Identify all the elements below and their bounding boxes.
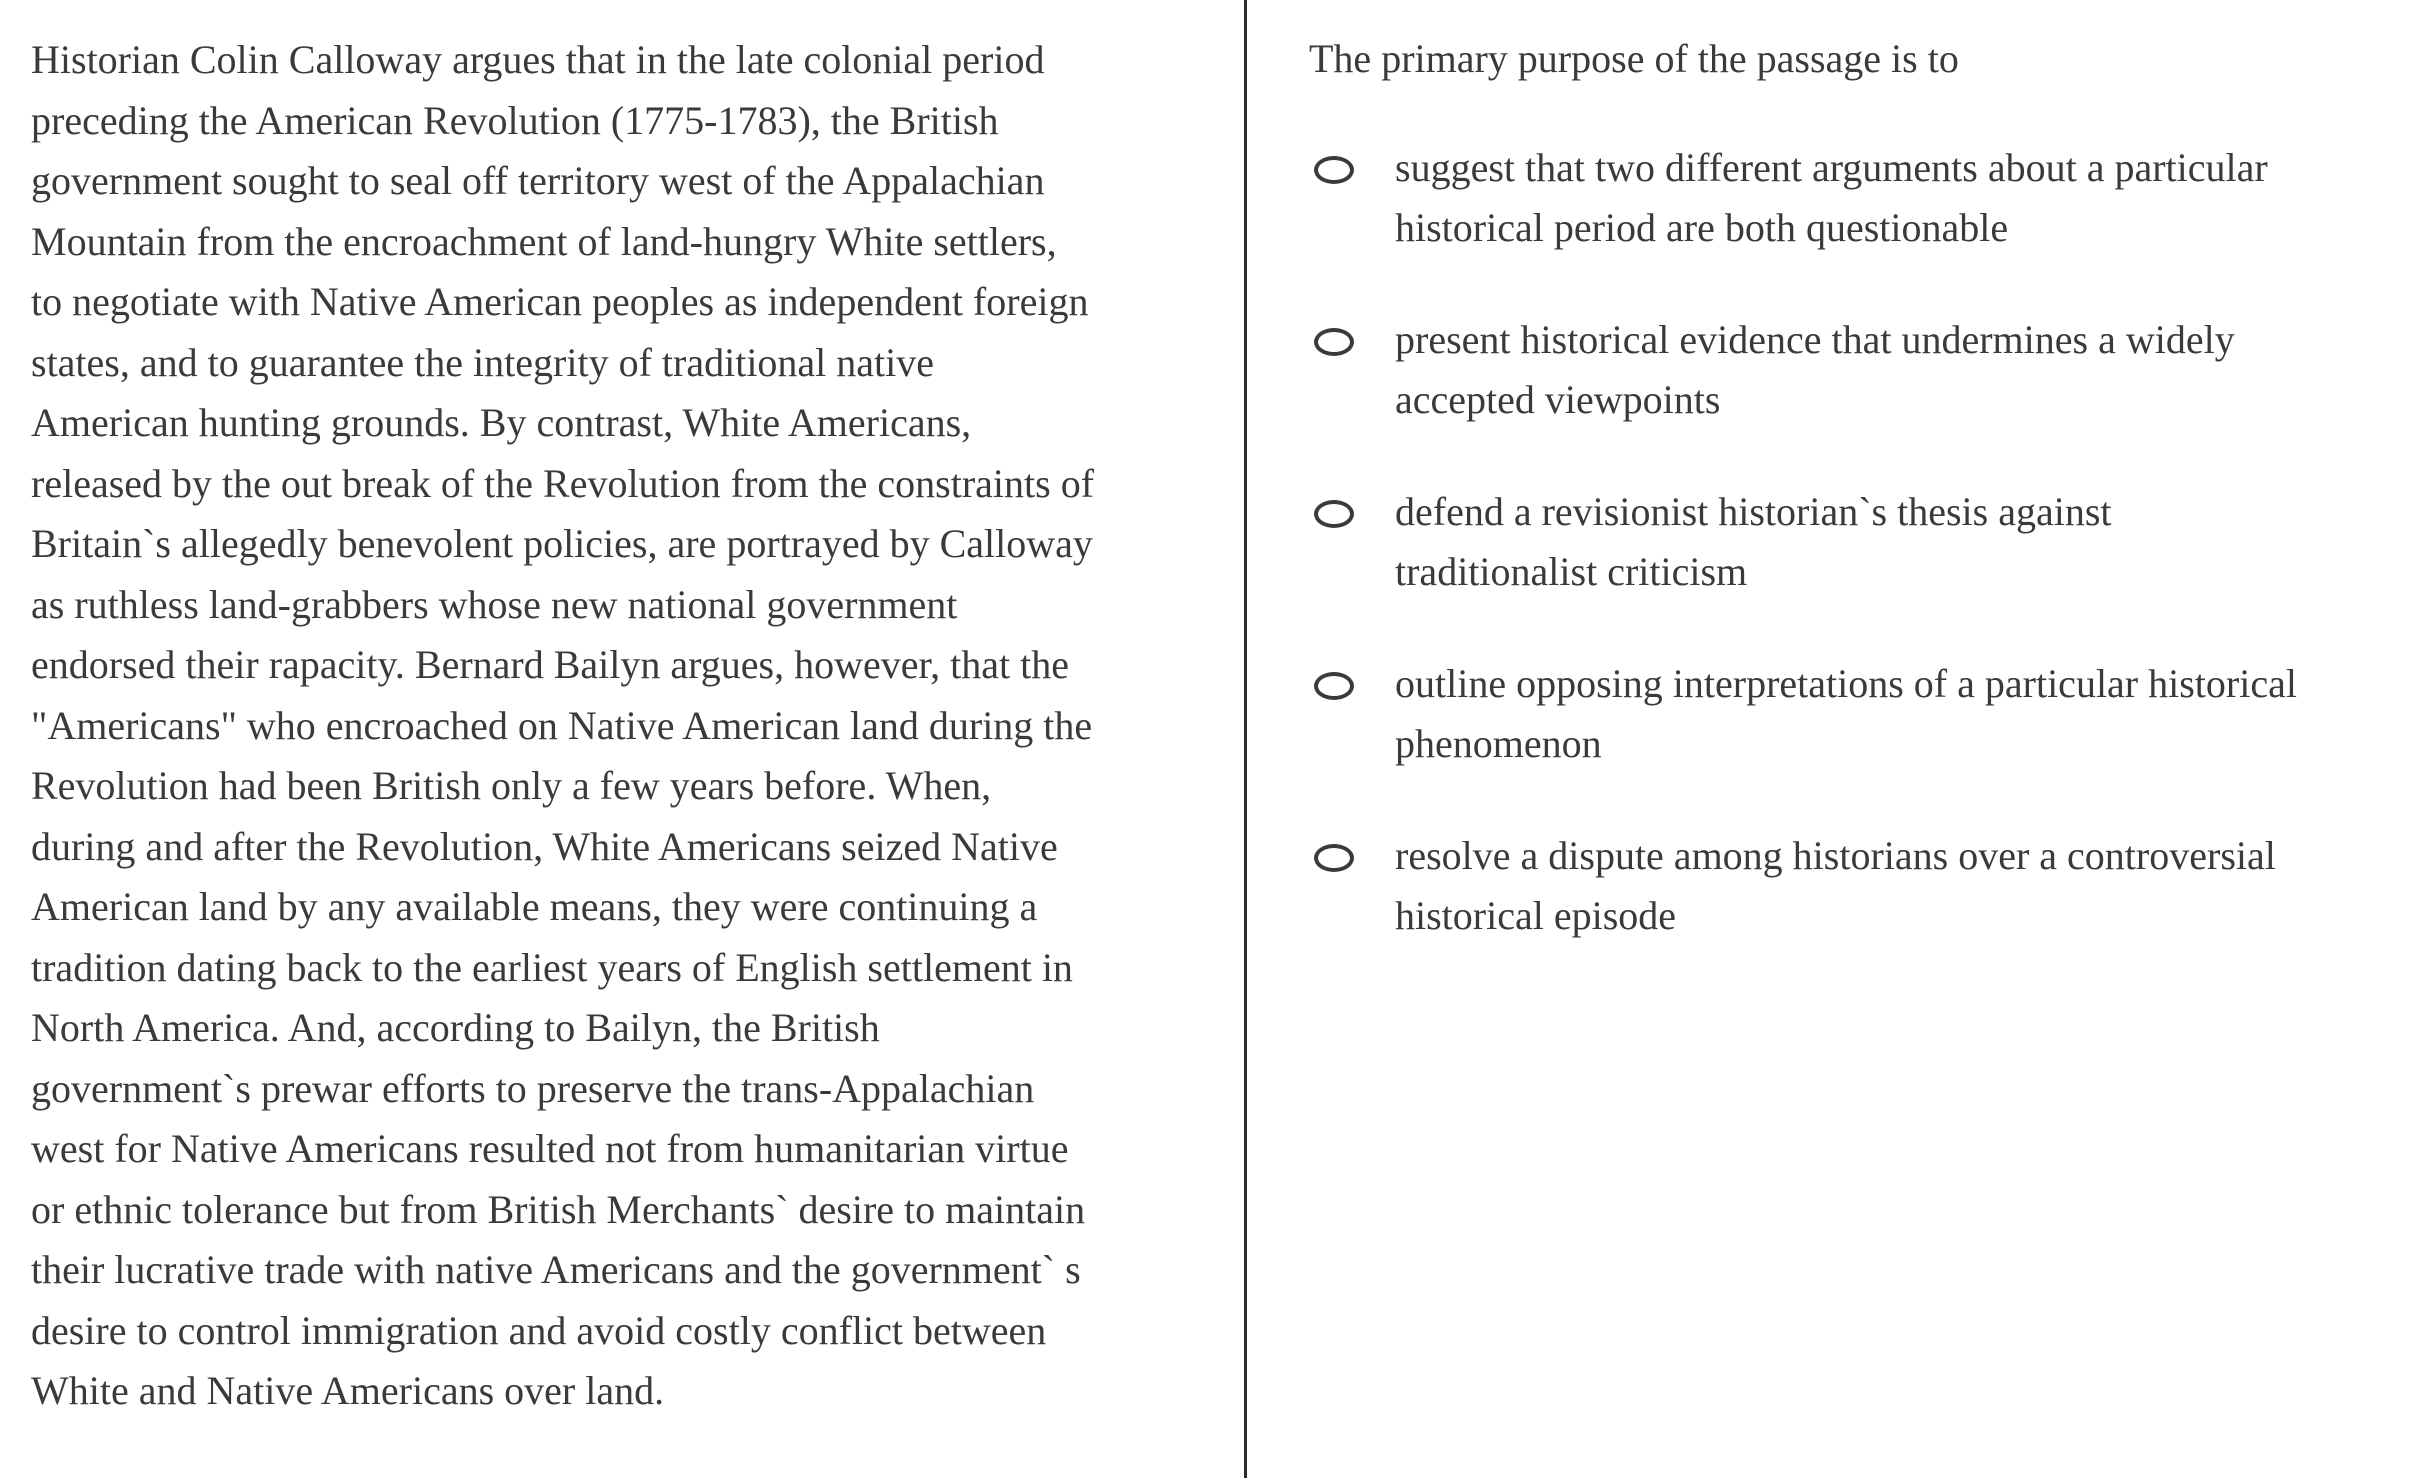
radio-button[interactable] bbox=[1314, 844, 1354, 872]
answer-option-label[interactable]: defend a revisionist historian`s thesis against traditionalist criticism bbox=[1395, 489, 2112, 594]
answer-option-2[interactable] bbox=[1309, 310, 2409, 482]
answer-option-4[interactable] bbox=[1309, 654, 2409, 826]
radio-button[interactable] bbox=[1314, 156, 1354, 184]
reading-passage: Historian Colin Calloway argues that in the late colonial period preceding the American Revolution (1775-1783), the British government sought to seal off territory west of the Appalachian Mountain from the encroachment of land-hungry White settlers, to negotiate with Native American peoples as independent foreign states, and to guarantee the integrity of traditional native American hunting grounds. By contrast, White Americans, released by the out break of the Revolution from the constraints of Britain`s allegedly benevolent policies, are portrayed by Calloway as ruthless land-grabbers whose new national government endorsed their rapacity. Bernard Bailyn argues, however, that the "Americans" who encroached on Native American land during the Revolution had been British only a few years before. When, during and after the Revolution, White Americans seized Native American land by any available means, they were continuing a tradition dating back to the earliest years of English settlement in North America. And, according to Bailyn, the British government`s prewar efforts to preserve the trans-Appalachian west for Native Americans resulted not from humanitarian virtue or ethnic tolerance but from British Merchants` desire to maintain their lucrative trade with native Americans and the government` s desire to control immigration and avoid costly conflict between White and Native Americans over land. bbox=[31, 37, 1095, 1413]
answer-options bbox=[1309, 138, 2409, 998]
answer-option-5[interactable] bbox=[1309, 826, 2409, 998]
radio-button[interactable] bbox=[1314, 328, 1354, 356]
question-prompt: The primary purpose of the passage is to bbox=[1309, 36, 1959, 81]
answer-option-1[interactable] bbox=[1309, 138, 2409, 310]
answer-option-label[interactable]: resolve a dispute among historians over a controversial historical episode bbox=[1395, 833, 2276, 938]
answer-option-label[interactable]: outline opposing interpretations of a particular historical phenomenon bbox=[1395, 661, 2297, 766]
answer-option-label[interactable]: suggest that two different arguments about a particular historical period are both questionable bbox=[1395, 145, 2268, 250]
panel-divider[interactable] bbox=[1244, 0, 1247, 1478]
radio-button[interactable] bbox=[1314, 500, 1354, 528]
answer-option-label[interactable]: present historical evidence that undermines a widely accepted viewpoints bbox=[1395, 317, 2235, 422]
radio-button[interactable] bbox=[1314, 672, 1354, 700]
answer-option-3[interactable] bbox=[1309, 482, 2409, 654]
